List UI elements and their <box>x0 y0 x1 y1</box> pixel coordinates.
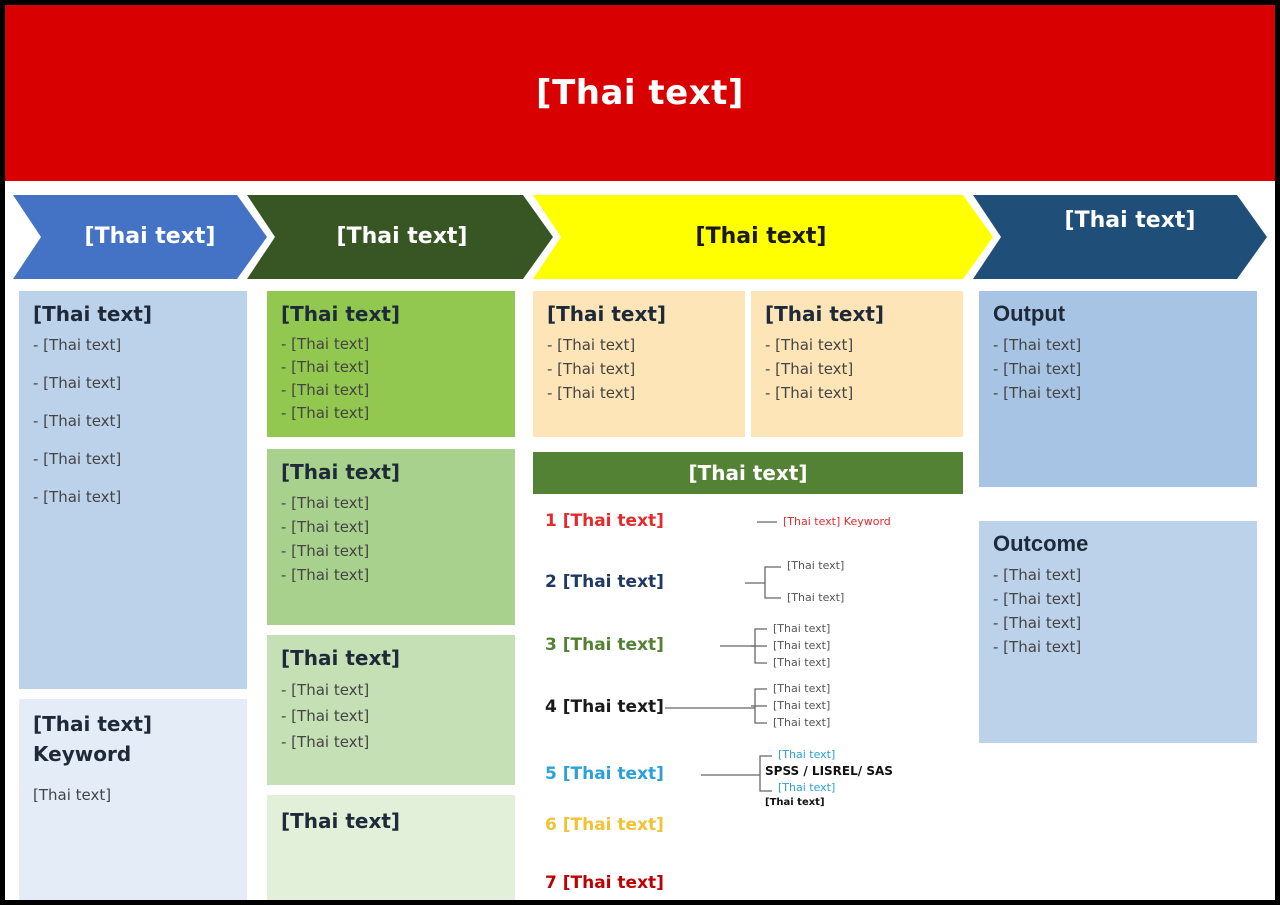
diagram-canvas <box>5 5 1275 900</box>
step-2: 2 [Thai text] <box>545 572 664 592</box>
personnel-item: - [Thai text] <box>281 335 370 353</box>
arrow-inputs-label: [Thai text] <box>336 224 468 249</box>
step-3: 3 [Thai text] <box>545 635 664 655</box>
tools-item: - [Thai text] <box>281 681 370 699</box>
personnel-box <box>267 291 515 437</box>
tools-heading: [Thai text] <box>281 646 401 670</box>
funding-box <box>267 449 515 625</box>
arrow-concept-label: [Thai text] <box>84 224 216 249</box>
research-nature-heading: [Thai text] <box>547 302 667 326</box>
problem-box <box>19 291 247 689</box>
output-item: - [Thai text] <box>993 336 1082 354</box>
outcome-item: - [Thai text] <box>993 638 1082 656</box>
tools-box <box>267 635 515 785</box>
research-nature-item: - [Thai text] <box>547 336 636 354</box>
research-type-item: - [Thai text] <box>765 360 854 378</box>
step-1-note: [Thai text] Keyword <box>783 515 891 528</box>
step-1: 1 [Thai text] <box>545 511 664 531</box>
tools-list <box>281 677 501 755</box>
problem-item: - [Thai text] <box>33 488 122 506</box>
output-box <box>979 291 1257 487</box>
step-5-sub-b: SPSS / LISREL/ SAS <box>765 764 893 778</box>
research-type-item: - [Thai text] <box>765 384 854 402</box>
problem-item: - [Thai text] <box>33 412 122 430</box>
funding-item: - [Thai text] <box>281 494 370 512</box>
research-nature-box <box>533 291 745 437</box>
step-4-sub-c: [Thai text] <box>773 716 831 729</box>
problem-item: - [Thai text] <box>33 450 122 468</box>
output-list <box>993 333 1243 405</box>
funding-item: - [Thai text] <box>281 566 370 584</box>
step-5-sub-a: [Thai text] <box>778 748 836 761</box>
research-nature-item: - [Thai text] <box>547 360 636 378</box>
outcome-item: - [Thai text] <box>993 566 1082 584</box>
funding-heading: [Thai text] <box>281 460 401 484</box>
funding-list <box>281 491 501 587</box>
management-box <box>267 795 515 900</box>
personnel-item: - [Thai text] <box>281 404 370 422</box>
topic-text: [Thai text] <box>33 786 112 804</box>
problem-item: - [Thai text] <box>33 374 122 392</box>
outcome-heading: Outcome <box>993 531 1089 556</box>
step-3-sub-c: [Thai text] <box>773 656 831 669</box>
funding-item: - [Thai text] <box>281 518 370 536</box>
personnel-list <box>281 333 501 425</box>
personnel-heading: [Thai text] <box>281 302 401 326</box>
step-connectors <box>665 522 781 791</box>
step-4-sub-b: [Thai text] <box>773 699 831 712</box>
topic-box <box>19 699 247 900</box>
arrow-outcome-label: [Thai text] <box>1064 208 1196 233</box>
step-5-sub-d: [Thai text] <box>765 797 825 808</box>
step-4: 4 [Thai text] <box>545 697 664 717</box>
step-3-sub-b: [Thai text] <box>773 639 831 652</box>
personnel-item: - [Thai text] <box>281 381 370 399</box>
research-type-heading: [Thai text] <box>765 302 885 326</box>
research-type-box <box>751 291 963 437</box>
outcome-item: - [Thai text] <box>993 614 1082 632</box>
outcome-box <box>979 521 1257 743</box>
problem-item: - [Thai text] <box>33 336 122 354</box>
outcome-list <box>993 563 1243 659</box>
research-nature-item: - [Thai text] <box>547 384 636 402</box>
tools-item: - [Thai text] <box>281 733 370 751</box>
step-5: 5 [Thai text] <box>545 764 664 784</box>
problem-list <box>33 333 233 509</box>
funding-item: - [Thai text] <box>281 542 370 560</box>
personnel-item: - [Thai text] <box>281 358 370 376</box>
topic-heading: [Thai text] Keyword <box>33 712 153 766</box>
step-2-sub-a: [Thai text] <box>787 559 845 572</box>
step-7: 7 [Thai text] <box>545 873 664 893</box>
problem-heading: [Thai text] <box>33 302 153 326</box>
step-5-sub-c: [Thai text] <box>778 781 836 794</box>
output-item: - [Thai text] <box>993 384 1082 402</box>
step-6: 6 [Thai text] <box>545 815 664 835</box>
step-4-sub-a: [Thai text] <box>773 682 831 695</box>
research-type-list <box>765 333 949 405</box>
outcome-item: - [Thai text] <box>993 590 1082 608</box>
step-3-sub-a: [Thai text] <box>773 622 831 635</box>
steps-header <box>533 452 963 494</box>
arrow-process-label: [Thai text] <box>695 224 827 249</box>
management-heading: [Thai text] <box>281 809 401 833</box>
research-nature-list <box>547 333 731 405</box>
step-2-sub-b: [Thai text] <box>787 591 845 604</box>
page-title: [Thai text] <box>536 73 744 113</box>
output-heading: Output <box>993 301 1066 326</box>
research-type-item: - [Thai text] <box>765 336 854 354</box>
steps-header-label: [Thai text] <box>688 461 808 485</box>
tools-item: - [Thai text] <box>281 707 370 725</box>
output-item: - [Thai text] <box>993 360 1082 378</box>
